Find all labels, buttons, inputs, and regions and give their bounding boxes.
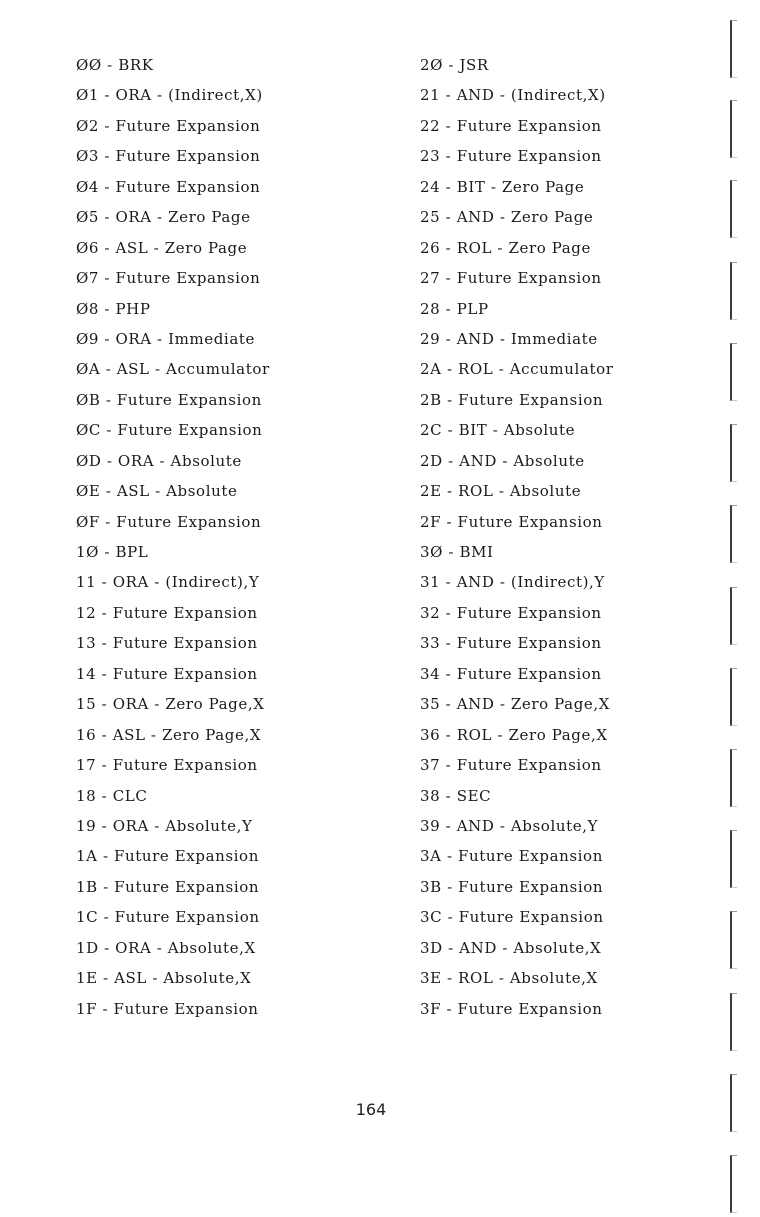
binder-tab-mark — [730, 1074, 737, 1132]
opcode-entry: 1B - Future Expansion — [76, 877, 260, 896]
binder-tab-mark — [730, 100, 737, 158]
opcode-entry: 34 - Future Expansion — [420, 664, 602, 683]
opcode-entry: 32 - Future Expansion — [420, 603, 602, 622]
opcode-entry: 12 - Future Expansion — [76, 603, 258, 622]
opcode-entry: 33 - Future Expansion — [420, 634, 602, 653]
opcode-entry: 26 - ROL - Zero Page — [420, 238, 591, 257]
opcode-entry: Ø3 - Future Expansion — [76, 147, 261, 166]
opcode-entry: 29 - AND - Immediate — [420, 329, 598, 348]
opcode-entry: Ø1 - ORA - (Indirect,X) — [76, 86, 263, 105]
opcode-entry: 13 - Future Expansion — [76, 634, 258, 653]
opcode-entry: 21 - AND - (Indirect,X) — [420, 86, 606, 105]
binder-tab-mark — [730, 830, 737, 888]
opcode-entry: 1A - Future Expansion — [76, 847, 259, 866]
binder-tab-mark — [730, 749, 737, 807]
opcode-entry: 19 - ORA - Absolute,Y — [76, 816, 253, 835]
opcode-entry: 18 - CLC — [76, 786, 148, 805]
opcode-entry: 3B - Future Expansion — [420, 877, 604, 896]
opcode-entry: ØB - Future Expansion — [76, 390, 262, 409]
opcode-entry: ØØ - BRK — [76, 56, 154, 74]
opcode-entry: Ø2 - Future Expansion — [76, 116, 261, 135]
opcode-entry: Ø7 - Future Expansion — [76, 269, 261, 288]
opcode-entry: 2A - ROL - Accumulator — [420, 360, 614, 379]
opcode-entry: 1C - Future Expansion — [76, 908, 260, 927]
opcode-entry: ØA - ASL - Accumulator — [76, 360, 270, 379]
opcode-entry: 3E - ROL - Absolute,X — [420, 969, 598, 988]
opcode-entry: Ø6 - ASL - Zero Page — [76, 238, 248, 257]
opcode-entry: 2F - Future Expansion — [420, 512, 603, 531]
opcode-entry: 17 - Future Expansion — [76, 756, 258, 775]
opcode-entry: 2E - ROL - Absolute — [420, 482, 582, 501]
opcode-entry: 15 - ORA - Zero Page,X — [76, 695, 265, 714]
opcode-entry: 2B - Future Expansion — [420, 390, 604, 409]
opcode-entry: 1Ø - BPL — [76, 543, 149, 561]
opcode-entry: 3F - Future Expansion — [420, 999, 603, 1018]
opcode-entry: ØD - ORA - Absolute — [76, 451, 242, 470]
opcode-entry: 23 - Future Expansion — [420, 147, 602, 166]
binder-tab-mark — [730, 343, 737, 401]
binder-tab-mark — [730, 1155, 737, 1213]
page-number: 164 — [355, 1100, 387, 1119]
opcode-entry: 2C - BIT - Absolute — [420, 421, 576, 440]
opcode-entry: 39 - AND - Absolute,Y — [420, 816, 599, 835]
opcode-entry: 2D - AND - Absolute — [420, 451, 585, 470]
opcode-entry: 25 - AND - Zero Page — [420, 208, 594, 227]
binder-tab-mark — [730, 180, 737, 238]
opcode-entry: Ø8 - PHP — [76, 299, 151, 318]
opcode-entry: 1D - ORA - Absolute,X — [76, 938, 256, 957]
binder-tab-mark — [730, 424, 737, 482]
opcode-entry: 24 - BIT - Zero Page — [420, 177, 585, 196]
binder-tab-mark — [730, 505, 737, 563]
binder-tab-mark — [730, 587, 737, 645]
opcode-entry: 35 - AND - Zero Page,X — [420, 695, 611, 714]
binder-tab-mark — [730, 668, 737, 726]
opcode-entry: 3A - Future Expansion — [420, 847, 603, 866]
opcode-entry: 3C - Future Expansion — [420, 908, 604, 927]
opcode-entry: 3Ø - BMI — [420, 543, 494, 561]
opcode-entry: 11 - ORA - (Indirect),Y — [76, 573, 260, 592]
opcode-entry: 28 - PLP — [420, 299, 489, 318]
opcode-entry: 3D - AND - Absolute,X — [420, 938, 602, 957]
opcode-entry: 2Ø - JSR — [420, 56, 489, 74]
opcode-entry: Ø9 - ORA - Immediate — [76, 329, 255, 348]
opcode-entry: 1E - ASL - Absolute,X — [76, 969, 252, 988]
opcode-list-right — [420, 50, 720, 1024]
opcode-entry: Ø5 - ORA - Zero Page — [76, 208, 251, 227]
opcode-entry: ØC - Future Expansion — [76, 421, 263, 440]
binder-tab-mark — [730, 262, 737, 320]
opcode-entry: 1F - Future Expansion — [76, 999, 259, 1018]
opcode-entry: ØF - Future Expansion — [76, 512, 262, 531]
opcode-entry: 31 - AND - (Indirect),Y — [420, 573, 605, 592]
opcode-entry: 27 - Future Expansion — [420, 269, 602, 288]
opcode-entry: 14 - Future Expansion — [76, 664, 258, 683]
opcode-entry: 16 - ASL - Zero Page,X — [76, 725, 262, 744]
opcode-list-left — [76, 50, 376, 1024]
opcode-entry: ØE - ASL - Absolute — [76, 482, 238, 501]
binder-tab-mark — [730, 20, 737, 78]
opcode-entry: 38 - SEC — [420, 786, 492, 805]
opcode-entry: 36 - ROL - Zero Page,X — [420, 725, 608, 744]
opcode-entry: Ø4 - Future Expansion — [76, 177, 261, 196]
opcode-entry: 22 - Future Expansion — [420, 116, 602, 135]
binder-tab-mark — [730, 993, 737, 1051]
binder-tab-mark — [730, 911, 737, 969]
opcode-entry: 37 - Future Expansion — [420, 756, 602, 775]
